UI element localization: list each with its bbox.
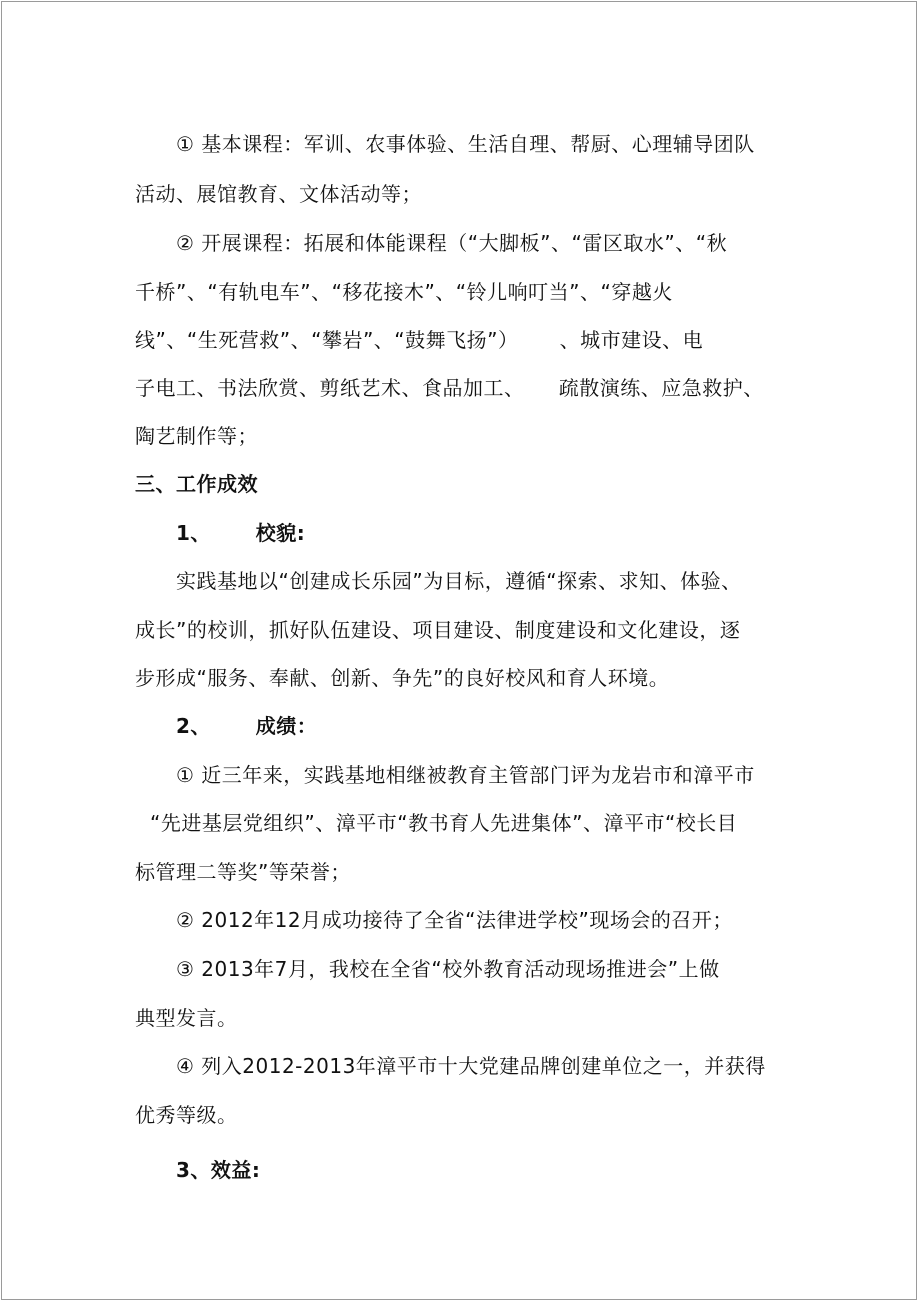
subsection-heading: 3、效益: [176,1158,261,1182]
text-line: ③ 2013年7月，我校在全省“校外教育活动现场推进会”上做 [176,957,720,981]
text-line: ④ 列入2012-2013年漳平市十大党建品牌创建单位之一，并获得 [176,1054,766,1078]
text-line: 标管理二等奖”等荣誉； [135,860,351,884]
text-line: 实践基地以“创建成长乐园”为目标，遵循“探索、求知、体验、 [176,569,742,593]
text-line: 子电工、书法欣赏、剪纸艺术、食品加工、 疏散演练、应急救护、 [135,376,764,400]
subsection-heading: 2、 成绩： [176,714,318,738]
section-heading: 三、工作成效 [135,472,258,496]
text-line: 陶艺制作等； [135,424,258,448]
text-line: “先进基层党组织”、漳平市“教书育人先进集体”、漳平市“校长目 [150,811,738,835]
subsection-heading: 1、 校貌: [176,521,306,545]
text-line: 活动、展馆教育、文体活动等； [135,182,422,206]
text-line: 线”、“生死营救”、“攀岩”、“鼓舞飞扬”） 、城市建设、电 [135,328,704,352]
text-line: 典型发言。 [135,1006,238,1030]
text-line: 步形成“服务、奉献、创新、争先”的良好校风和育人环境。 [135,666,670,690]
text-line: 优秀等级。 [135,1103,238,1127]
text-line: ① 基本课程：军训、农事体验、生活自理、帮厨、心理辅导团队 [176,132,755,156]
text-line: ② 开展课程：拓展和体能课程（“大脚板”、“雷区取水”、“秋 [176,231,728,255]
text-line: 成长”的校训，抓好队伍建设、项目建设、制度建设和文化建设，逐 [135,618,741,642]
text-line: ② 2012年12月成功接待了全省“法律进学校”现场会的召开； [176,908,733,932]
text-line: ① 近三年来，实践基地相继被教育主管部门评为龙岩市和漳平市 [176,763,755,787]
text-line: 千桥”、“有轨电车”、“移花接木”、“铃儿响叮当”、“穿越火 [135,280,673,304]
